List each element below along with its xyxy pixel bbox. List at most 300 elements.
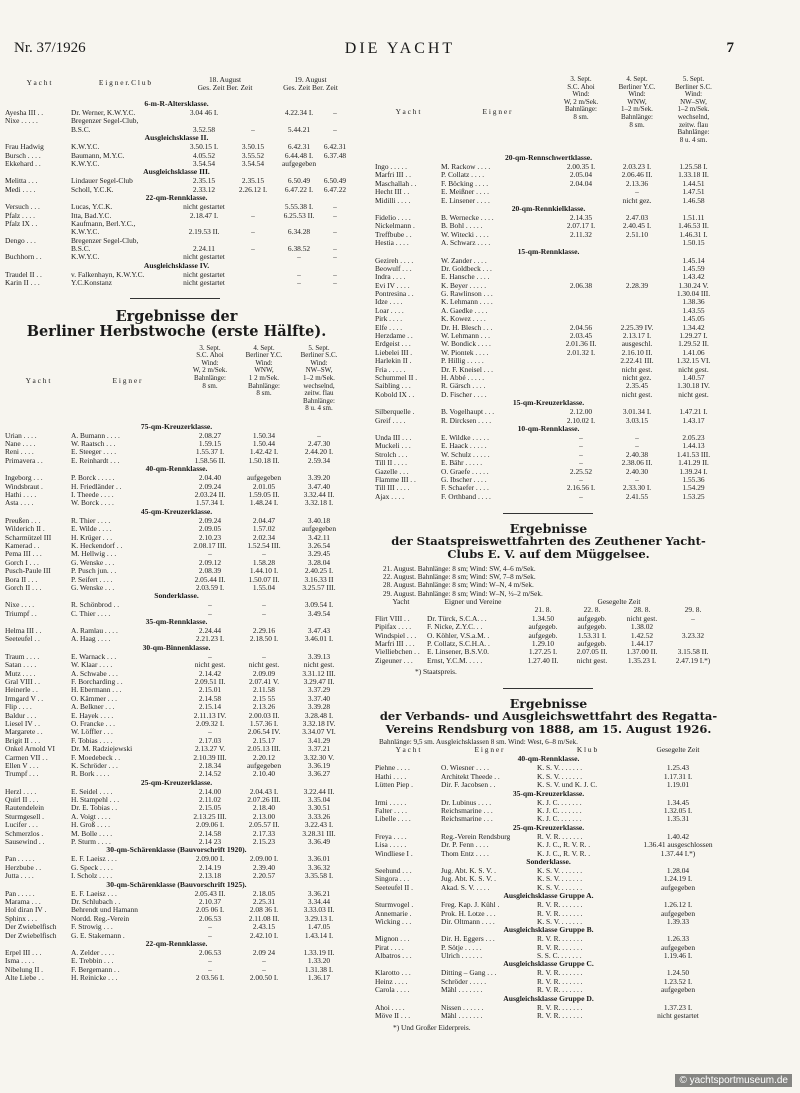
table-cell: 3.42.11 xyxy=(308,533,330,542)
table-row xyxy=(5,228,348,236)
table-cell: nicht gest. xyxy=(621,365,653,374)
table-cell: 2.06.53 xyxy=(198,914,222,923)
table-cell: nicht gestartet xyxy=(183,279,225,288)
table-cell: 2.40.30 xyxy=(625,467,649,476)
table-cell: 2.04.56 xyxy=(569,323,593,332)
table-cell: Indra . . . . xyxy=(375,273,406,282)
table-cell: 3.28.04 xyxy=(307,558,331,567)
table-cell: 1.51.11 xyxy=(682,213,705,222)
table-cell: Kaufmann, Berl.Y.C., xyxy=(71,219,136,228)
table-cell: 3.29.45 xyxy=(307,550,331,559)
header-line: Bahnlänge: xyxy=(565,105,597,114)
table-cell: Dir. F. Jacobsen . . xyxy=(441,781,496,790)
table-cell: Seeteufel . . xyxy=(5,635,40,644)
header-line: Bahnlänge: xyxy=(303,396,335,405)
header-line: 18. August xyxy=(208,75,242,84)
table-cell: 1.59.05 II. xyxy=(248,490,280,499)
table-cell: Asta . . . . xyxy=(5,499,34,508)
table-cell: 1.42.42 I. xyxy=(249,448,279,457)
section-title: 15-qm-Kreuzerklasse. xyxy=(512,398,585,408)
table-cell: nicht gest. xyxy=(576,656,608,665)
table-cell: Bregenzer Segel-Club, xyxy=(71,236,139,245)
table-row xyxy=(5,143,348,151)
table-cell: 1.50.34 xyxy=(252,431,276,440)
table-cell: 6.42.31 xyxy=(287,143,311,152)
table-cell: aufgegeb. xyxy=(577,623,607,632)
table-cell: – xyxy=(251,211,255,220)
table-cell: Nordd. Reg.-Verein xyxy=(71,914,130,923)
table-cell: – xyxy=(262,957,266,966)
section-title: 40-qm-Rennklasse. xyxy=(517,754,580,764)
header-cell xyxy=(291,345,347,421)
header-line: 8 u. 4 sm. xyxy=(679,135,708,144)
table-cell xyxy=(322,117,348,125)
table-cell xyxy=(553,188,609,196)
table-cell: 2.08.27 xyxy=(198,431,222,440)
table-cell: 2.13.27 V. xyxy=(194,745,226,754)
table-cell xyxy=(553,298,609,306)
table-cell: 1.45.59 xyxy=(682,264,705,273)
table-cell: aufgegeben xyxy=(246,761,282,770)
table-cell: Der Zwiebelfisch xyxy=(5,931,57,940)
table-cell: Albatros . . . xyxy=(375,952,412,961)
table-cell: 2.07.41 V. xyxy=(248,678,280,687)
table-cell: 2.22.41 III. xyxy=(620,357,654,366)
section-title: 40-qm-Rennklasse. xyxy=(145,464,208,474)
table-cell: 1.44.10 I. xyxy=(249,567,279,576)
header-line: 1–2 m/Sek. xyxy=(303,374,335,383)
table-cell: Silberquelle . xyxy=(375,408,415,417)
table-row xyxy=(5,448,348,456)
table-cell: Margarete . . xyxy=(5,728,43,737)
table-cell: 2.00.03 II. xyxy=(248,711,280,720)
table-cell: R. V. R. . . . . . . xyxy=(537,1003,583,1012)
table-cell: K. S. V. . . . . . . xyxy=(537,772,583,781)
header-cell xyxy=(427,598,519,615)
table-cell xyxy=(5,228,71,236)
table-cell: 3.55.52 xyxy=(241,151,265,160)
table-cell: 2.33.30 I. xyxy=(622,484,652,493)
table-cell xyxy=(230,237,276,245)
table-cell: K. Beyer . . . . . xyxy=(441,281,487,290)
table-cell: Gorch II . . . xyxy=(5,583,42,592)
table-cell: Till III . . . . xyxy=(375,484,410,493)
table-cell: W. Schulz . . . . . xyxy=(441,450,490,459)
section-title: 30-qm-Schärenklasse (Bauvorschrift 1920). xyxy=(106,845,247,855)
table-cell: 1.27.25 I. xyxy=(528,648,558,657)
table-cell: 2.09.24 xyxy=(198,482,222,491)
table-cell: 1.46.53 II. xyxy=(678,222,709,231)
table-cell: W. Löffler . . . xyxy=(71,728,113,737)
header-cell: Y a c h t xyxy=(26,78,52,87)
section-title: 30-qm-Binnenklasse. xyxy=(142,642,211,652)
table-cell: Schummel II . xyxy=(375,373,418,382)
table-cell: 2.17.03 xyxy=(198,736,222,745)
table-cell: P. Collatz, S.C.H.A. . xyxy=(427,640,490,649)
table-cell: nicht gez. xyxy=(622,196,652,205)
table-cell xyxy=(553,382,609,390)
table-cell: Klarotto . . . xyxy=(375,969,411,978)
table-cell: A. Gaedke . . . . xyxy=(441,306,488,315)
table-cell: nicht gest. xyxy=(303,661,335,670)
table-cell: nicht gest. xyxy=(626,614,658,623)
table-cell xyxy=(553,315,609,323)
table-cell: 3.34.44 xyxy=(307,898,331,906)
table-cell: Hathi . . . . xyxy=(375,772,407,781)
table-cell: Ingo . . . . . xyxy=(375,163,408,171)
table-cell: F. Strowig . . . xyxy=(71,923,113,932)
table-cell: 3.23.32 xyxy=(681,631,705,640)
table-cell: Zigeuner . . . xyxy=(375,656,413,665)
section-title: 25-qm-Kreuzerklasse. xyxy=(140,777,213,787)
table-cell: ausgeschl. xyxy=(621,340,653,349)
table-cell: 2.11.08 II. xyxy=(248,914,280,923)
table-row xyxy=(5,601,348,609)
table-cell: 3.09.54 I. xyxy=(304,601,334,610)
table-cell: Traudel II . . xyxy=(5,270,42,279)
table-row xyxy=(375,231,722,239)
table-cell: Herzdame . . xyxy=(375,332,413,341)
table-row xyxy=(5,821,348,829)
table-cell: Pontresina . . xyxy=(375,290,414,299)
table-cell: 2.01.32 I. xyxy=(566,348,596,357)
table-cell: 1.44.13 xyxy=(682,442,705,451)
table-cell xyxy=(230,117,276,125)
table-cell: 2.35.45 xyxy=(625,382,649,391)
table-cell: 2.11.02 xyxy=(199,796,221,805)
header-line: 5. Sept. xyxy=(682,75,705,83)
table-cell: 2.07.17 I. xyxy=(566,222,596,231)
table-row xyxy=(375,315,722,323)
table-cell: 2.04.47 xyxy=(252,516,276,525)
table-cell xyxy=(276,237,322,245)
table-cell: G. Rawlinson . . . xyxy=(441,290,493,299)
table-cell: 2.14.35 xyxy=(569,213,593,222)
zeuthen-header xyxy=(375,598,722,615)
table-cell: Wilderich II . xyxy=(5,525,45,534)
table-cell: P. Pusch jun. . . xyxy=(71,567,117,576)
table-cell: 1.57.02 xyxy=(252,525,276,534)
table-row xyxy=(375,640,722,648)
table-cell: Gezireh . . . . xyxy=(375,256,414,265)
table-cell: E. Hayek . . . . xyxy=(71,711,114,720)
table-cell: Falter . . . . xyxy=(375,806,408,815)
table-cell: 2.02.34 xyxy=(252,533,276,542)
table-cell: 2.13.17 I. xyxy=(622,332,652,341)
table-cell: nicht gestartet xyxy=(657,1012,699,1021)
table-row xyxy=(5,576,348,584)
table-cell: – xyxy=(333,270,337,279)
table-row xyxy=(5,237,348,245)
table-cell xyxy=(5,126,71,134)
table-cell: Helma III . . xyxy=(5,627,42,636)
table-cell: 2.25.52 xyxy=(569,467,593,476)
table-cell: 6.42.31 xyxy=(323,143,347,152)
table-cell: 2.40.38 xyxy=(625,450,649,459)
table-cell: Mignon . . . xyxy=(375,935,410,944)
table-cell xyxy=(609,290,665,298)
table-cell: 1.52.54 III. xyxy=(247,541,281,550)
table-cell: K.W.Y.C. xyxy=(71,159,100,168)
header-line: 1 2 m/Sek. xyxy=(248,374,280,383)
table-cell xyxy=(230,203,276,211)
table-cell xyxy=(553,374,609,382)
table-cell: 3.22.44 II. xyxy=(303,787,335,796)
table-cell: Dr. E. Tobias . . xyxy=(71,804,118,813)
table-cell: Nissen . . . . . . xyxy=(441,1003,484,1012)
table-row xyxy=(5,712,348,720)
section-heading: Ergebnisse xyxy=(509,696,588,712)
table-cell: R. Dircksen . . . . xyxy=(441,416,492,425)
table-cell: 2.15.17 xyxy=(252,736,276,745)
table-cell: 2.35.15 xyxy=(241,177,265,186)
table-cell: 3.32.18 IV. xyxy=(302,719,336,728)
table-row xyxy=(5,720,348,728)
table-row xyxy=(5,491,348,499)
table-cell: 1.34.42 xyxy=(682,323,705,332)
table-row xyxy=(375,366,722,374)
table-cell: 3.22.43 I. xyxy=(304,821,334,830)
table-cell: 1.44.51 xyxy=(682,179,705,188)
page-number: 7 xyxy=(726,40,734,56)
table-cell: 2.18.47 I. xyxy=(189,211,219,220)
table-cell: O. Wiesner . . . . xyxy=(441,764,490,773)
table-cell xyxy=(609,315,665,323)
table-cell: W. Bondick . . . . xyxy=(441,340,491,349)
table-cell: Hecht III . . xyxy=(375,188,410,197)
table-cell: 2.03.59 I. xyxy=(195,583,225,592)
table-cell: Hol diran IV . xyxy=(5,906,47,915)
table-cell: 3.39.28 xyxy=(307,703,331,712)
table-cell: 3.36.21 xyxy=(307,889,331,898)
table-cell: Urian . . . . xyxy=(5,431,37,440)
table-cell: P. Collatz . . . . xyxy=(441,171,485,180)
table-cell: 2.14.52 xyxy=(198,770,222,779)
table-cell: 1.30.18 IV. xyxy=(677,382,710,391)
table-cell: 2.10.40 xyxy=(252,770,276,779)
table-cell: Bursch . . . . xyxy=(5,151,41,160)
table-cell: Strolch . . . xyxy=(375,450,408,459)
table-row xyxy=(5,703,348,711)
table-cell: 1.46.31 I. xyxy=(679,230,708,239)
table-cell: – xyxy=(635,442,639,451)
table-cell: F. Orthband . . . . xyxy=(441,492,491,501)
date-row xyxy=(519,606,719,614)
table-cell: 2.39.40 xyxy=(252,863,276,872)
table-cell: 3.29.47 II. xyxy=(303,678,335,687)
table-row xyxy=(5,898,348,906)
table-cell: 1.53.25 xyxy=(682,492,705,501)
table-cell: Irmi . . . . . xyxy=(375,798,407,807)
table-cell: 2.43.15 xyxy=(252,923,276,932)
table-cell: 2.08 36 I. xyxy=(249,906,279,915)
table-cell: – xyxy=(579,492,583,501)
table-cell: Midilli . . . . xyxy=(375,196,411,205)
table-cell: nicht gest. xyxy=(678,390,709,399)
table-cell: Hestia . . . . xyxy=(375,239,409,248)
table-cell: Onkel Arnold VI xyxy=(5,745,55,754)
table-cell: Harlekin II . xyxy=(375,357,412,366)
table-row xyxy=(5,804,348,812)
table-cell: 3.25.57 III. xyxy=(302,583,336,592)
table-row xyxy=(375,273,722,281)
table-cell: Bora II . . . xyxy=(5,575,38,584)
table-cell: 3.36.32 xyxy=(307,863,331,872)
table-cell: nicht gest. xyxy=(678,365,709,374)
table-cell: 1.57.36 I. xyxy=(249,719,279,728)
table-row xyxy=(375,833,722,841)
table-row xyxy=(5,440,348,448)
table-cell: G. E. Stakemann . xyxy=(71,931,125,940)
table-row xyxy=(5,279,348,287)
table-cell xyxy=(553,290,609,298)
table-row xyxy=(5,754,348,762)
table-cell: Melitta . . . xyxy=(5,177,38,186)
table-cell: 3.28.48 I. xyxy=(304,711,334,720)
table-cell: 1.50.07 II. xyxy=(248,575,280,584)
table-cell: Möve II . . . xyxy=(375,1012,411,1021)
watermark: © yachtsportmuseum.de xyxy=(675,1074,792,1087)
table-row xyxy=(375,623,722,631)
table-row xyxy=(375,180,722,188)
table-cell: Erdgeist . . . xyxy=(375,340,411,349)
table-cell: – xyxy=(333,228,337,237)
section-title: 15-qm-Rennklasse. xyxy=(517,246,580,256)
table-cell: E. Trebbin . . . xyxy=(71,957,114,966)
header-cell xyxy=(609,76,665,152)
table-cell: Lütten Piep . xyxy=(375,781,413,790)
table-cell: 2.09.00 I. xyxy=(249,855,279,864)
table-cell xyxy=(553,366,609,374)
table-cell: 2.15.05 xyxy=(198,804,222,813)
header-cell: E i g n e r xyxy=(474,745,504,755)
table-cell: K. J. C. . . . . . . xyxy=(537,806,582,815)
table-row xyxy=(375,764,722,772)
left-column xyxy=(5,76,348,983)
table-row xyxy=(5,474,348,482)
section-heading: Berliner Herbstwoche (erste Hälfte). xyxy=(26,322,327,340)
table-cell xyxy=(230,253,276,261)
section-title: Ausgleichsklasse Gruppe A. xyxy=(503,891,594,901)
table-cell: 3.52.58 xyxy=(192,125,216,134)
header-line: 4. Sept. xyxy=(253,343,275,352)
table-cell: 2.11.58 xyxy=(253,686,275,695)
table-cell: 2.18.05 xyxy=(252,889,276,898)
table-cell: Marama . . . xyxy=(5,898,41,906)
table-cell: Medi . . . . xyxy=(5,185,36,194)
table-cell: 1.43.42 xyxy=(682,273,705,282)
table-cell: aufgegeb. xyxy=(577,640,607,649)
table-row xyxy=(375,935,722,943)
table-row xyxy=(5,670,348,678)
header-line: 3. Sept. xyxy=(570,75,592,83)
table-cell: Dr. H. Blesch . . . xyxy=(441,323,493,332)
table-cell: Gazelle . . . xyxy=(375,467,409,476)
table-cell: nicht gestartet xyxy=(183,203,225,212)
header-cell xyxy=(71,345,183,421)
table-cell: 2.25.39 IV. xyxy=(620,323,654,332)
table-cell: B. Bohl . . . . . xyxy=(441,222,483,231)
table-cell: Dr. Schlubach . . xyxy=(71,898,121,906)
table-cell: 3.50.15 xyxy=(241,143,265,152)
table-cell: E. F. Laeisz . . . xyxy=(71,889,117,898)
table-cell xyxy=(178,220,230,228)
table-row xyxy=(375,222,722,230)
table-row xyxy=(5,212,348,220)
header-line: Bahnlänge: xyxy=(621,112,653,121)
table-cell: O. Francke . . . xyxy=(71,719,115,728)
table-cell: – xyxy=(208,609,212,618)
table-cell xyxy=(553,273,609,281)
table-cell: 1.19.46 I. xyxy=(663,952,693,961)
table-cell: Traum . . . . xyxy=(5,652,40,661)
header-cell xyxy=(441,76,553,152)
table-cell: G. Speck . . . . xyxy=(71,863,113,872)
table-row xyxy=(375,875,722,883)
table-cell: 3.50.15 I. xyxy=(189,143,219,152)
table-cell: 2.05.23 xyxy=(682,433,705,442)
table-cell: W. Borck . . . . xyxy=(71,499,114,508)
section-title: Ausgleichsklasse Gruppe B. xyxy=(503,925,594,935)
table-cell: 4.05.52 xyxy=(192,151,216,160)
table-cell: Ayesha III . . xyxy=(5,109,44,117)
table-cell: 2.09.09 xyxy=(252,669,276,678)
table-cell: E. F. Laeisz . . . xyxy=(71,855,117,864)
header-line: 8 sm. xyxy=(629,120,645,129)
table-cell: K. Kowez . . . . xyxy=(441,315,486,324)
table-cell: Dr. Lubinus . . . . xyxy=(441,798,492,807)
table-cell: 3.39.20 xyxy=(307,474,331,483)
table-cell: K. S. V. und K. J. C. xyxy=(537,781,598,790)
table-cell: 1.29.10 xyxy=(531,640,555,649)
table-cell: 2.16.10 II. xyxy=(621,348,653,357)
table-cell: – xyxy=(208,601,212,610)
table-cell: Erpel III . . . xyxy=(5,948,42,957)
table-cell: 1.55.37 I. xyxy=(195,448,225,457)
table-row xyxy=(375,171,722,179)
table-cell: 1.30.24 V. xyxy=(678,281,709,290)
header-line: Wind: xyxy=(572,90,590,99)
table-cell: H. Abbé . . . . . xyxy=(441,373,485,382)
table-row xyxy=(5,542,348,550)
table-cell: Elfe . . . . xyxy=(375,323,403,332)
table-cell: 3.15.58 II. xyxy=(677,648,709,657)
table-cell: 2.15.14 xyxy=(198,703,222,712)
table-cell: Nickelmann . xyxy=(375,222,415,231)
table-cell: Pfalz IX . . xyxy=(5,219,38,228)
header-line: Wind: xyxy=(628,90,646,99)
header-line: Eigner und Vereine xyxy=(444,596,502,606)
section-title: 10-qm-Rennklasse. xyxy=(517,423,580,433)
table-cell: 1.38.02 xyxy=(630,623,654,632)
table-cell: 3.32.44 II. xyxy=(303,490,335,499)
table-cell: – xyxy=(208,550,212,559)
table-cell: – xyxy=(208,923,212,932)
table-cell: nicht gest. xyxy=(248,661,280,670)
table-cell: – xyxy=(333,203,337,212)
table-cell: 6.25.53 II. xyxy=(283,211,315,220)
table-cell: 2.09.51 II. xyxy=(194,678,226,687)
table-cell: K. J. C., R. V. R. . xyxy=(537,849,591,858)
table-row xyxy=(375,632,722,640)
table-row xyxy=(375,867,722,875)
table-row xyxy=(375,298,722,306)
table-cell: 1.33.19 II. xyxy=(303,948,335,957)
table-row xyxy=(375,290,722,298)
table-cell: Akad. S. V. . . . . xyxy=(441,883,490,892)
table-cell: Prok. H. Lotze . . . xyxy=(441,909,496,918)
section-title: 25-qm-Kreuzerklasse. xyxy=(512,822,585,832)
